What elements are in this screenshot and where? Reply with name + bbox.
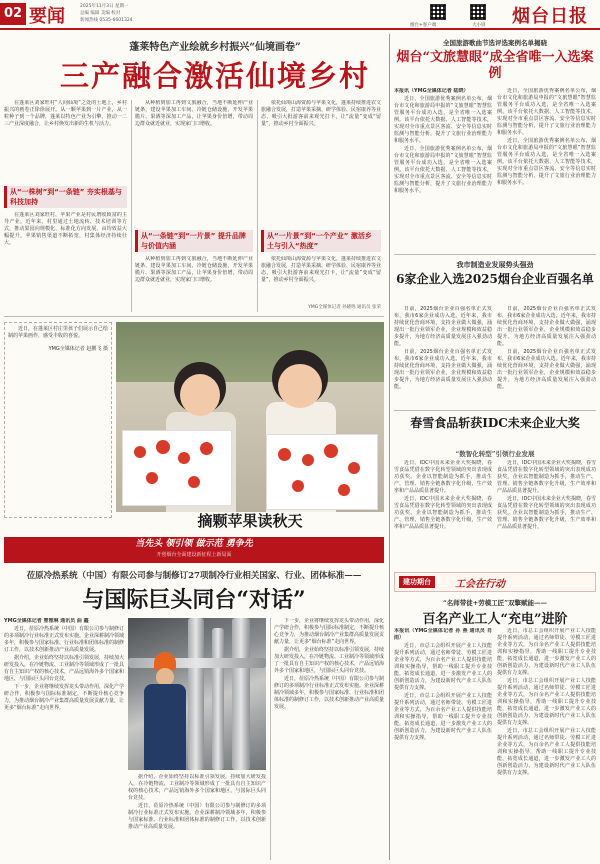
right-mid2-column-1: 近日，IDC中国未来企业大奖揭晓，春雪食品凭借在数字化转型领域的突出表现成功获奖。企业以智能制造为抓手，推动生产、管理、销售全链条数字化升级，生产效率和产品品质显著提升。 近日，IDC中国未来企业大奖揭晓，春雪食品凭借在数字化转型领域的突出表现成功获奖。企业以智能制造为抓手，推动生产、管理、销售全链条数字化升级，生产效率和产品品质显著提升。 (394, 460, 492, 530)
right-bottom-kicker: “名师带徒+劳模工匠”双擎赋能—— (443, 599, 547, 607)
section-rule (394, 254, 596, 255)
lead-column-1-cont: 在蓬莱区刘家旺村，苹果产业是村民增收致富的主导产业。近年来，村里通过土地流转、技术培训等方式，推动果园向规模化、标准化方向发展，亩均效益大幅提升，苹果销售渠道不断拓宽，村集体经济持续壮大。 (4, 212, 127, 246)
lead-byline: YMG全媒体记者 孙晓鸣 通讯员 张荣 (308, 305, 381, 310)
issue-info: 2025年11月3日 星期一 总编 编辑 美编 校对 新闻热线 0535-6601324 (80, 4, 133, 23)
cold-chain-column-3: 下一步，企业将继续发挥龙头带动作用，深化产学研合作，积极参与国际标准制定，不断提升核心竞争力，为推动烟台制冷产业集群高质量发展贡献力量，让更多“烟台标准”走向世界。 据介绍，企业始终坚持以标准引领发展，持续加大研发投入，在冷链物流、工业制冷等领域形成了一批具有自主知识产权的核心技术，产品远销海外多个国家和地区，与国际巨头同台竞技。 近日，莅原冷热系统（中国）有限公司参与制修订的多项制冷行业标准正式发布实施。企业深耕制冷领域多年，积极参与国家标准、行业标准和团体标准的制修订工作，以技术创新推动产业高质量发展。 (274, 618, 384, 710)
lead-column-3: 依托仙境山海资源与苹果文化，蓬莱持续推进农文旅融合发展，打造苹果采摘、研学体验、民宿康养等业态，吸引大批游客前来观光打卡，让“流量”变成“留量”，推动乡村全面振兴。 (261, 100, 381, 127)
slogan-banner (4, 537, 384, 563)
column-rule (131, 100, 132, 312)
lead-column-2: 从种植到加工再到文旅融合，当地不断延伸产业链条，建设苹果加工车间、冷链仓储设施，开发苹果脆片、果酒等深加工产品，让苹果身价倍增，带动周边群众就近就业，实现家门口增收。 (135, 100, 253, 127)
right-mid-kicker: 我市制造业发展势头强劲 (456, 260, 534, 269)
newspaper-name: 烟台日报 (512, 6, 588, 27)
page-number: 02 (0, 3, 26, 25)
qr-label: 烟台+客户端 (410, 23, 437, 28)
lead-headline: 三产融合激活仙境乡村 (59, 59, 370, 93)
photo-caption-box: 近日，在蓬莱区村庄里孩子们展示自己绘制的苹果画作，感受丰收的喜悦。 YMG全媒体记者 赵鹏飞 摄 (4, 322, 112, 518)
column-rule (270, 618, 271, 860)
qr-code-icon (470, 4, 486, 20)
badge-label: 建功期台 (399, 576, 435, 588)
main-column-rule (389, 34, 390, 860)
qr-code-icon (430, 4, 446, 20)
apple-children-photo (116, 322, 384, 512)
photo-title: 摘颗苹果读秋天 (197, 512, 303, 530)
section-title: 要闻 (29, 6, 65, 27)
lead-kicker: 蓬莱特色产业绘就乡村振兴“仙境画卷” (129, 42, 301, 53)
factory-worker-photo (128, 618, 266, 770)
right-top-column-1: 本报讯（YMG全媒体记者 陆晓） 近日，全国旅游优秀案例名单公布，烟台市文化和旅游局申报的“文旅慧眼”智慧监管服务平台成功入选，是全省唯一入选案例。该平台依托大数据、人工智能等技术，实现对全市重点景区客流、安全等信息实时监测与智能分析，提升了文旅行业治理能力和服务水平。 近日，全国旅游优秀案例名单公布，烟台市文化和旅游局申报的“文旅慧眼”智慧监管服务平台成功入选，是全省唯一入选案例。该平台依托大数据、人工智能等技术，实现对全市重点景区客流、安全等信息实时监测与智能分析，提升了文旅行业治理能力和服务水平。 (394, 88, 492, 194)
right-mid2-column-2: 近日，IDC中国未来企业大奖揭晓，春雪食品凭借在数字化转型领域的突出表现成功获奖。企业以智能制造为抓手，推动生产、管理、销售全链条数字化升级，生产效率和产品品质显著提升。 近日，IDC中国未来企业大奖揭晓，春雪食品凭借在数字化转型领域的突出表现成功获奖。企业以智能制造为抓手，推动生产、管理、销售全链条数字化升级，生产效率和产品品质显著提升。 (497, 460, 596, 530)
right-mid-headline: 6家企业入选2025烟台企业百强名单 (396, 272, 594, 286)
qr-block-1[interactable] (430, 4, 446, 20)
qr-label: 大小屏 (472, 23, 486, 28)
lead-column-1: 在蓬莱区刘家旺村“人间仙境”之处的土地上，乡村振兴的画卷正徐徐展开。从一颗苹果到一片产业，从一粒种子到一个品牌，蓬莱以特色产业为引擎，推动一二三产业深度融合，让乡村焕发出新的生机与活力。 (4, 100, 127, 127)
banner-sub: 开创烟台全面建设新征程上新局面 (156, 552, 232, 558)
union-badge-box (394, 572, 596, 592)
lead-subhead-3: 从“一片景”到“一个产业” 激活乡土与引入“热度” (261, 230, 381, 252)
right-bottom-column-2: 近日，市总工会组织开展产业工人技能提升系列活动，通过名师带徒、劳模工匠进企业等方式，为百余名产业工人提供技能培训和实操指导，帮助一线职工提升专业技能，拓宽成长通道，进一步激发产业工人的创新创造活力，为建设新时代产业工人队伍提供有力支撑。 近日，市总工会组织开展产业工人技能提升系列活动，通过名师带徒、劳模工匠进企业等方式，为百余名产业工人提供技能培训和实操指导，帮助一线职工提升专业技能，拓宽成长通道，进一步激发产业工人的创新创造活力，为建设新时代产业工人队伍提供有力支撑。 近日，市总工会组织开展产业工人技能提升系列活动，通过名师带徒、劳模工匠进企业等方式，为百余名产业工人提供技能培训和实操指导，帮助一线职工提升专业技能，拓宽成长通道，进一步激发产业工人的创新创造活力，为建设新时代产业工人队伍提供有力支撑。 (497, 628, 596, 776)
badge-label-2: 工会在行动 (455, 579, 505, 590)
right-top-kicker: 全国旅游歌曲节选评选案例名单揭晓 (443, 39, 547, 47)
cold-chain-column-1: YMG全媒体记者 曹雅琳 通讯员 曲 鑫 近日，莅原冷热系统（中国）有限公司参与制修订的多项制冷行业标准正式发布实施。企业深耕制冷领域多年，积极参与国家标准、行业标准和团体标准的制修订工作，以技术创新推动产业高质量发展。 据介绍，企业始终坚持以标准引领发展，持续加大研发投入，在冷链物流、工业制冷等领域形成了一批具有自主知识产权的核心技术，产品远销海外多个国家和地区，与国际巨头同台竞技。 下一步，企业将继续发挥龙头带动作用，深化产学研合作，积极参与国际标准制定，不断提升核心竞争力，为推动烟台制冷产业集群高质量发展贡献力量，让更多“烟台标准”走向世界。 (4, 618, 124, 711)
cold-chain-headline: 与国际巨头同台“对话” (82, 587, 306, 613)
right-mid2-headline: 春雪食品斩获IDC未来企业大奖 (410, 416, 580, 430)
lead-column-2-cont: 从种植到加工再到文旅融合，当地不断延伸产业链条，建设苹果加工车间、冷链仓储设施，开发苹果脆片、果酒等深加工产品，让苹果身价倍增，带动周边群众就近就业，实现家门口增收。 (135, 256, 253, 283)
lead-subhead-1: 从“一株树”到“一条链” 夯实根基与科技加持 (4, 186, 127, 208)
cold-chain-kicker: 莅原冷热系统（中国）有限公司参与制修订27项制冷行业相关国家、行业、团体标准—— (26, 571, 362, 581)
cold-chain-column-2: 据介绍，企业始终坚持以标准引领发展，持续加大研发投入，在冷链物流、工业制冷等领域形成了一批具有自主知识产权的核心技术，产品远销海外多个国家和地区，与国际巨头同台竞技。 近日，莅原冷热系统（中国）有限公司参与制修订的多项制冷行业标准正式发布实施。企业深耕制冷领域多年，积极参与国家标准、行业标准和团体标准的制修订工作，以技术创新推动产业高质量发展。 (128, 774, 266, 830)
right-bottom-column-1: 本报讯（YMG全媒体记者 孙 燕 通讯员 肖 雨） 近日，市总工会组织开展产业工人技能提升系列活动，通过名师带徒、劳模工匠进企业等方式，为百余名产业工人提供技能培训和实操指导，帮助一线职工提升专业技能，拓宽成长通道，进一步激发产业工人的创新创造活力，为建设新时代产业工人队伍提供有力支撑。 近日，市总工会组织开展产业工人技能提升系列活动，通过名师带徒、劳模工匠进企业等方式，为百余名产业工人提供技能培训和实操指导，帮助一线职工提升专业技能，拓宽成长通道，进一步激发产业工人的创新创造活力，为建设新时代产业工人队伍提供有力支撑。 (394, 628, 492, 741)
right-mid-column-1: 日前，2025烟台企业百强名单正式发布，我市6家企业成功入选。近年来，我市持续优化营商环境，支持企业做大做强，涌现出一批行业领军企业，企业规模和效益稳步提升，为地方经济高质量发展注入强劲动能。 日前，2025烟台企业百强名单正式发布，我市6家企业成功入选。近年来，我市持续优化营商环境，支持企业做大做强，涌现出一批行业领军企业，企业规模和效益稳步提升，为地方经济高质量发展注入强劲动能。 (394, 306, 492, 390)
right-top-column-2: 近日，全国旅游优秀案例名单公布，烟台市文化和旅游局申报的“文旅慧眼”智慧监管服务平台成功入选，是全省唯一入选案例。该平台依托大数据、人工智能等技术，实现对全市重点景区客流、安全等信息实时监测与智能分析，提升了文旅行业治理能力和服务水平。 近日，全国旅游优秀案例名单公布，烟台市文化和旅游局申报的“文旅慧眼”智慧监管服务平台成功入选，是全省唯一入选案例。该平台依托大数据、人工智能等技术，实现对全市重点景区客流、安全等信息实时监测与智能分析，提升了文旅行业治理能力和服务水平。 (497, 88, 596, 186)
banner-slogan: 当先头 领引领 做示范 勇争先 (135, 539, 253, 549)
lead-subhead-2: 从“一条链”到“一片景” 提升品牌与价值内涵 (135, 230, 253, 252)
section-rule (394, 410, 596, 411)
column-rule (257, 100, 258, 312)
qr-block-2[interactable] (470, 4, 486, 20)
right-top-headline: 烟台“文旅慧眼”成全省唯一入选案例 (396, 50, 594, 81)
right-mid2-sub: “数智化转型”引领行业发展 (455, 450, 535, 458)
lead-column-3-cont: 依托仙境山海资源与苹果文化，蓬莱持续推进农文旅融合发展，打造苹果采摘、研学体验、民宿康养等业态，吸引大批游客前来观光打卡，让“流量”变成“留量”，推动乡村全面振兴。 (261, 256, 381, 283)
right-mid-column-2: 日前，2025烟台企业百强名单正式发布，我市6家企业成功入选。近年来，我市持续优化营商环境，支持企业做大做强，涌现出一批行业领军企业，企业规模和效益稳步提升，为地方经济高质量发展注入强劲动能。 日前，2025烟台企业百强名单正式发布，我市6家企业成功入选。近年来，我市持续优化营商环境，支持企业做大做强，涌现出一批行业领军企业，企业规模和效益稳步提升，为地方经济高质量发展注入强劲动能。 (497, 306, 596, 390)
section-rule (4, 316, 384, 317)
right-bottom-headline: 百名产业工人“充电”进阶 (422, 612, 568, 627)
